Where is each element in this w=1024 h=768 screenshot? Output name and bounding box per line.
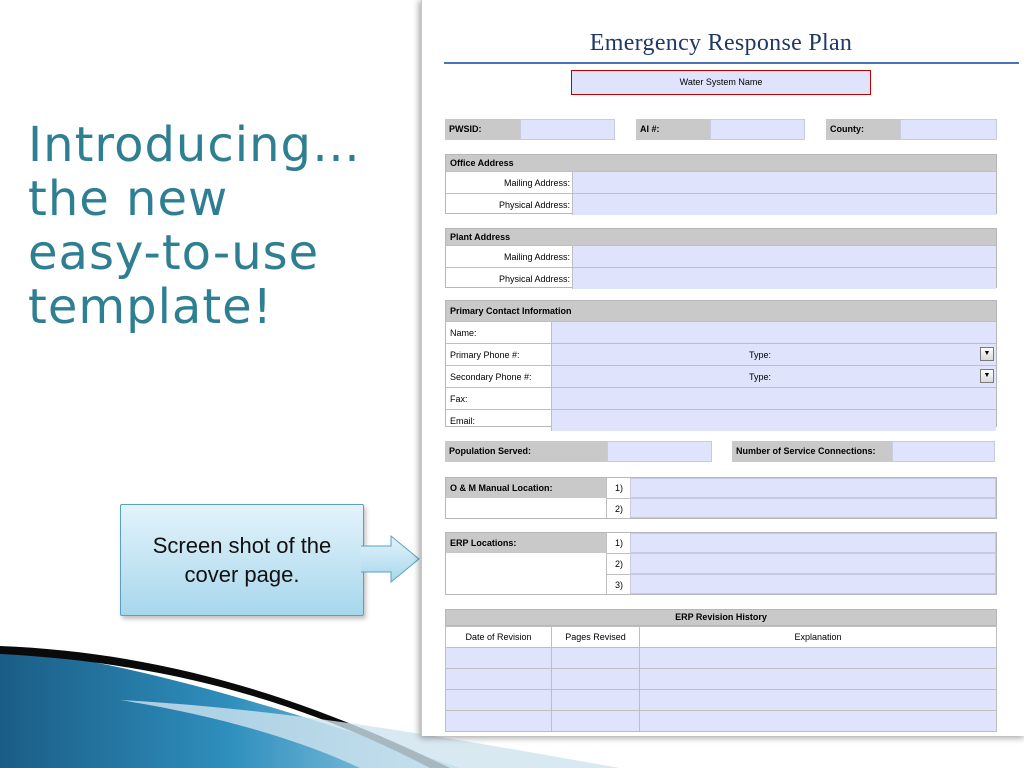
primary-phone-label: Primary Phone #: [446, 344, 552, 365]
county-label: County: [826, 119, 900, 140]
water-system-name-field[interactable]: Water System Name [571, 70, 871, 95]
revision-date-cell[interactable] [446, 711, 552, 732]
fax-field[interactable] [552, 388, 996, 409]
fax-label: Fax: [446, 388, 552, 409]
email-label: Email: [446, 410, 552, 431]
chevron-down-icon: ▼ [983, 372, 991, 379]
email-field[interactable] [552, 410, 996, 431]
office-address-heading: Office Address [446, 155, 996, 171]
erp-location-number-cell [606, 553, 630, 574]
revision-date-cell[interactable] [446, 690, 552, 711]
om-manual-number: 1) [615, 483, 624, 493]
erp-locations-section [445, 532, 997, 595]
office-mailing-row [446, 171, 996, 193]
primary-phone-row [446, 343, 996, 365]
explanation-cell[interactable] [640, 711, 997, 732]
contact-name-row [446, 321, 996, 343]
table-row [446, 690, 997, 711]
primary-contact-section [445, 300, 997, 427]
callout-arrow-icon [361, 534, 421, 584]
column-header-pages-revised: Pages Revised [552, 627, 640, 648]
table-row [446, 648, 997, 669]
office-physical-field[interactable] [573, 194, 996, 215]
office-physical-row [446, 193, 996, 215]
document-title: Emergency Response Plan [589, 30, 853, 56]
fax-row [446, 387, 996, 409]
om-manual-location-field-1[interactable] [630, 478, 996, 498]
revision-history-header-row [446, 627, 997, 648]
erp-locations-label: ERP Locations: [446, 533, 606, 553]
table-row [446, 669, 997, 690]
primary-phone-type-label: Type: [749, 349, 772, 360]
primary-phone-field[interactable] [552, 344, 996, 365]
pages-revised-cell[interactable] [552, 690, 640, 711]
email-row [446, 409, 996, 431]
erp-location-field-1[interactable] [630, 533, 996, 553]
callout-box [120, 504, 364, 616]
office-physical-label: Physical Address: [446, 194, 573, 215]
primary-contact-heading: Primary Contact Information [446, 301, 996, 321]
secondary-phone-label: Secondary Phone #: [446, 366, 552, 387]
erp-location-number-cell [606, 533, 630, 553]
om-manual-number: 2) [615, 504, 624, 514]
slide-title [28, 118, 418, 334]
pwsid-label: PWSID: [445, 119, 520, 140]
primary-phone-type-dropdown[interactable] [980, 347, 994, 361]
slide-title-line: Introducing… [28, 117, 361, 173]
contact-name-label: Name: [446, 322, 552, 343]
column-header-date-of-revision: Date of Revision [446, 627, 552, 648]
erp-location-number: 2) [615, 559, 624, 569]
pages-revised-cell[interactable] [552, 669, 640, 690]
revision-history-table [445, 626, 997, 732]
revision-date-cell[interactable] [446, 648, 552, 669]
om-manual-number-cell [606, 478, 630, 498]
secondary-phone-row [446, 365, 996, 387]
plant-address-section [445, 228, 997, 288]
pwsid-field[interactable] [520, 119, 615, 140]
secondary-phone-type-label: Type: [749, 371, 772, 382]
table-row [446, 711, 997, 732]
callout-text: Screen shot of the cover page. [152, 533, 332, 587]
plant-address-heading: Plant Address [446, 229, 996, 245]
ai-number-label: AI #: [636, 119, 710, 140]
population-served-field[interactable] [607, 441, 712, 462]
chevron-down-icon: ▼ [983, 350, 991, 357]
explanation-cell[interactable] [640, 669, 997, 690]
om-manual-location-field-2[interactable] [630, 498, 996, 518]
column-header-explanation: Explanation [640, 627, 997, 648]
pages-revised-cell[interactable] [552, 648, 640, 669]
county-field[interactable] [900, 119, 997, 140]
title-divider [444, 62, 1019, 64]
population-served-label: Population Served: [445, 441, 607, 462]
pages-revised-cell[interactable] [552, 711, 640, 732]
explanation-cell[interactable] [640, 648, 997, 669]
revision-date-cell[interactable] [446, 669, 552, 690]
office-mailing-field[interactable] [573, 172, 996, 193]
erp-location-number: 3) [615, 580, 624, 590]
office-mailing-label: Mailing Address: [446, 172, 573, 193]
document-page [421, 0, 1024, 736]
ai-number-field[interactable] [710, 119, 805, 140]
contact-name-field[interactable] [552, 322, 996, 343]
plant-physical-label: Physical Address: [446, 268, 573, 289]
slide-title-line: template! [28, 279, 273, 335]
om-manual-number-cell [606, 498, 630, 518]
plant-physical-field[interactable] [573, 268, 996, 289]
erp-location-field-3[interactable] [630, 574, 996, 594]
secondary-phone-type-dropdown[interactable] [980, 369, 994, 383]
slide-title-line: the new [28, 171, 229, 227]
slide-title-line: easy-to-use [28, 225, 320, 281]
plant-mailing-field[interactable] [573, 246, 996, 267]
office-address-section [445, 154, 997, 214]
erp-location-number-cell [606, 574, 630, 594]
secondary-phone-field[interactable] [552, 366, 996, 387]
revision-history-heading: ERP Revision History [445, 609, 997, 626]
service-connections-label: Number of Service Connections: [732, 441, 892, 462]
explanation-cell[interactable] [640, 690, 997, 711]
plant-mailing-label: Mailing Address: [446, 246, 573, 267]
erp-location-number: 1) [615, 538, 624, 548]
plant-mailing-row [446, 245, 996, 267]
plant-physical-row [446, 267, 996, 289]
service-connections-field[interactable] [892, 441, 995, 462]
om-manual-label: O & M Manual Location: [446, 478, 606, 498]
om-manual-section [445, 477, 997, 519]
erp-location-field-2[interactable] [630, 553, 996, 574]
